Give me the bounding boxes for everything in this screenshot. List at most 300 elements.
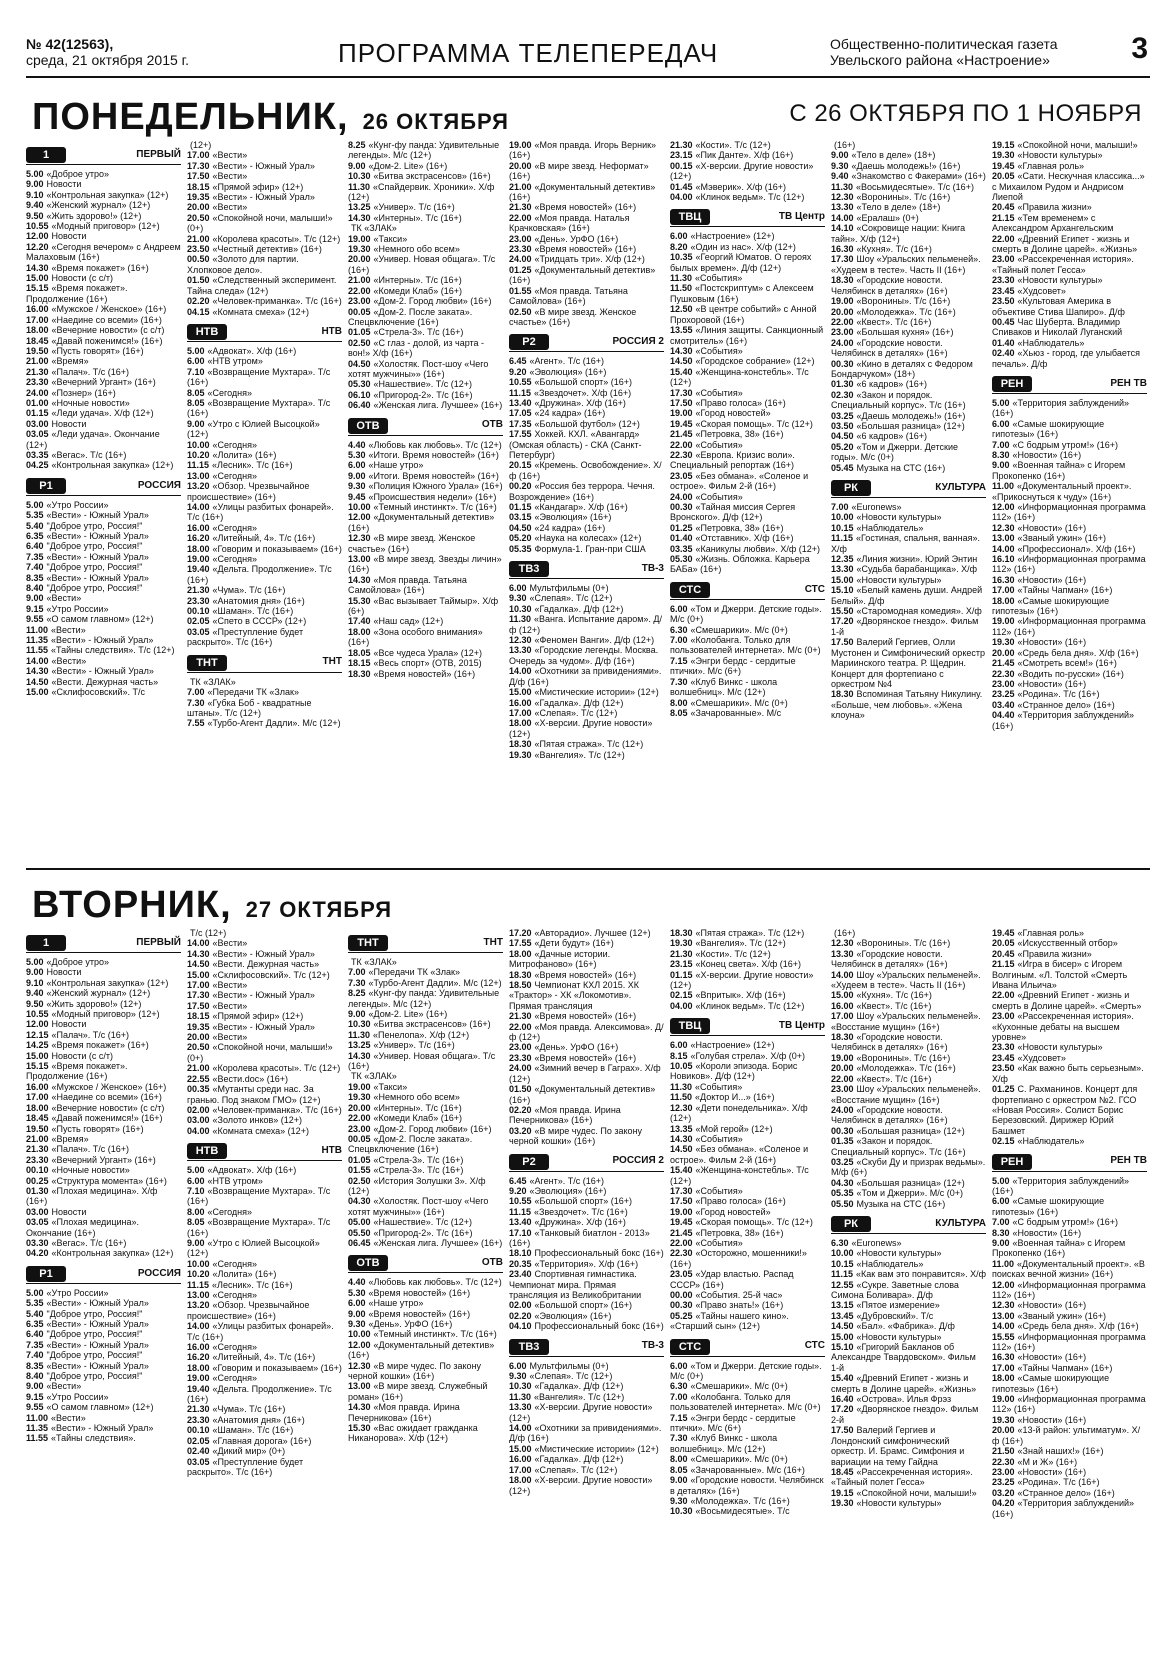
program-time: 10.00 [831, 512, 854, 523]
program-title: «Вести» [51, 1412, 86, 1423]
program-title: «Культовая Америка в объективе Стива Шапиро». Д/ф [992, 296, 1125, 317]
channel-header [509, 333, 664, 352]
program-item [670, 356, 825, 366]
program-time: 12.00 [992, 1279, 1015, 1290]
program-time: 03.00 [26, 1206, 49, 1217]
program-title: «Передачи ТК «Злак» [368, 967, 460, 978]
program-title: «Мужское / Женское» (16+) [51, 304, 167, 315]
program-item [831, 512, 986, 522]
program-time: 14.00 [187, 502, 210, 512]
program-time: 01.55 [348, 1165, 371, 1176]
program-time: 22.30 [992, 1456, 1015, 1467]
program-time: 11.35 [26, 635, 49, 646]
program-item [831, 585, 986, 606]
channel-header [187, 1142, 342, 1161]
program-title: «Возвращение Мухтара». Т/с (16+) [187, 366, 331, 388]
program-title: «Вести» - Южный Урал» [46, 551, 149, 562]
program-item [670, 1300, 825, 1310]
program-item [992, 637, 1147, 647]
program-item [509, 604, 664, 614]
program-item [670, 1361, 825, 1382]
program-title: «Ералаш» (0+) [856, 212, 919, 223]
program-title: «История Золушки 3». Х/ф (12+) [348, 1175, 486, 1196]
program-time: 14.30 [348, 212, 371, 223]
program-item [187, 1290, 342, 1300]
program-title: «24 кадра» (16+) [534, 522, 606, 533]
program-time: 12.00 [348, 512, 371, 523]
program-time: 9.20 [509, 1185, 527, 1196]
program-title: «Военная тайна» с Игорем Прокопенко (16+) [992, 460, 1126, 481]
program-title: «Закон и порядок. Специальный корпус». Т/с (16+) [831, 389, 966, 411]
program-title: «Сокровище нации: Книга тайн». Х/ф (12+) [831, 223, 966, 244]
program-title: «Военная тайна» с Игорем Прокопенко (16+) [992, 1237, 1126, 1259]
program-item [348, 1165, 503, 1175]
program-item [187, 150, 342, 160]
program-time: 12.55 [831, 1279, 854, 1290]
channel-header [670, 581, 825, 600]
program-item [509, 388, 664, 398]
program-time: 8.35 [26, 1360, 44, 1371]
program-item [348, 1040, 503, 1050]
program-title: «Пик Данте». Х/ф (16+) [695, 150, 794, 161]
channel-logo-icon: ТВ3 [509, 1339, 549, 1355]
program-item [509, 234, 664, 244]
program-item [670, 471, 825, 492]
program-item [831, 1321, 986, 1331]
program-time: 22.00 [831, 316, 854, 327]
program-time: 20.00 [992, 647, 1015, 658]
program-item [509, 1402, 664, 1423]
program-title: «Том и Джерри. Детские годы». М/с (0+) [670, 603, 822, 625]
program-item [992, 450, 1147, 460]
program-item [348, 338, 503, 359]
program-item [348, 492, 503, 502]
program-time: 12.30 [831, 192, 854, 203]
program-time: 13.30 [831, 202, 854, 213]
program-title: «Территория». Х/ф (16+) [534, 1258, 639, 1269]
program-item [992, 700, 1147, 710]
program-time: 19.45 [670, 418, 693, 429]
program-time: 21.00 [26, 1133, 49, 1144]
program-item [831, 1300, 986, 1310]
program-item [831, 182, 986, 192]
program-item [509, 739, 664, 749]
program-item [26, 1124, 181, 1134]
program-item [187, 471, 342, 481]
program-time: 13.20 [187, 1300, 210, 1311]
program-time: 19.45 [992, 160, 1015, 171]
program-title: «Сегодня» [212, 439, 258, 450]
program-item [26, 531, 181, 541]
program-time: 14.30 [348, 1050, 371, 1061]
program-title: «Тем временем» с Александром Архангельским [992, 212, 1114, 234]
schedule-grid-tuesday [26, 928, 1150, 1648]
program-time: 02.00 [509, 1300, 532, 1311]
program-item [509, 1269, 664, 1300]
program-time: 19.00 [992, 616, 1015, 627]
program-item [831, 928, 986, 938]
program-title: «Тайны нашего кино». «Старший сын» (12+) [670, 1310, 789, 1332]
program-title: «Мужское / Женское» (16+) [51, 1081, 167, 1092]
schedule-column [509, 928, 664, 1648]
program-title: «Итоги. Время новостей» (16+) [368, 470, 499, 481]
program-item [187, 1436, 342, 1446]
program-time: 19.30 [992, 150, 1015, 161]
program-title: «Утро России» [46, 1391, 109, 1402]
program-title: «Моя правда. Алексимова». Д/ф (12+) [509, 1021, 664, 1043]
program-time: 04.00 [670, 1000, 693, 1011]
program-item [348, 1051, 503, 1072]
program-item [187, 1063, 342, 1073]
program-time: 00.50 [187, 254, 210, 265]
program-time: 14.00 [187, 1321, 210, 1332]
program-time: 11.00 [26, 624, 49, 635]
program-title: «Агент». Т/с (16+) [529, 356, 604, 367]
program-item [831, 390, 986, 411]
program-title: «Сегодня» [212, 522, 258, 533]
program-time: 13.00 [992, 1310, 1015, 1321]
program-item [831, 990, 986, 1000]
program-title: "Доброе утро, Россия!" [46, 562, 143, 573]
program-time: 15.50 [831, 606, 854, 617]
program-item [670, 429, 825, 439]
program-item [992, 938, 1147, 948]
program-item [26, 677, 181, 687]
program-item [831, 1001, 986, 1011]
program-title: «В центре событий» с Анной Прохоровой (16+) [670, 304, 817, 325]
program-title: «Моя правда. Ирина Печерникова» (16+) [509, 1104, 621, 1126]
program-item [187, 419, 342, 440]
program-item [509, 593, 664, 603]
program-time: 16.40 [831, 1394, 854, 1405]
program-item [670, 1413, 825, 1434]
program-time: 12.50 [670, 304, 693, 315]
program-title: «Энгри бердс - сердитые птички». М/с (6+) [670, 655, 796, 677]
program-item [26, 573, 181, 583]
program-item [26, 1319, 181, 1329]
program-time: 24.00 [26, 387, 49, 398]
program-title: «Новости культуры» [856, 574, 942, 585]
program-item [348, 223, 503, 233]
program-time: 10.55 [26, 221, 49, 232]
program-title: «Дельта. Продолжение». Т/с (16+) [187, 1383, 332, 1405]
program-time: 7.30 [187, 697, 205, 708]
channel-name: СТС [804, 583, 825, 595]
program-title: «Моя правда. Игорь Верник» (16+) [509, 140, 657, 161]
program-title: «Наблюдатель» [1017, 337, 1085, 348]
program-item [348, 575, 503, 596]
program-time: 05.50 [348, 1227, 371, 1238]
program-title: «События» [695, 1081, 743, 1092]
program-time: 17.20 [509, 928, 532, 938]
program-title: «Вас вызывает Таймыр». Х/ф (6+) [348, 595, 499, 617]
program-title: «Плохая медицина». Окончание (16+) [26, 1217, 139, 1238]
program-time: 12.30 [670, 1102, 693, 1113]
program-item [992, 440, 1147, 450]
program-time: 17.00 [992, 585, 1015, 596]
program-item [26, 1361, 181, 1371]
program-time: 23.00 [348, 1123, 371, 1134]
program-time: 13.35 [670, 1123, 693, 1134]
program-item [348, 669, 503, 679]
program-time: 06.40 [348, 400, 371, 411]
program-time: 10.30 [670, 1506, 693, 1517]
channel-header [26, 1265, 181, 1284]
channel-header [187, 654, 342, 673]
program-item [831, 1084, 986, 1105]
program-item [992, 1311, 1147, 1321]
program-item [187, 481, 342, 502]
program-time: 21.30 [187, 585, 210, 596]
program-time: 11.15 [509, 387, 532, 398]
program-time: 22.00 [348, 1113, 371, 1124]
program-time: 02.40 [187, 1446, 210, 1457]
channel-logo-icon: НТВ [187, 1143, 227, 1159]
program-title: «Адвокат». Х/ф (16+) [207, 345, 297, 356]
program-title: «Такси» [373, 233, 408, 244]
program-time: 19.00 [831, 1052, 854, 1063]
program-time: 23.05 [670, 470, 693, 481]
program-title: «Вести» - Южный Урал» [51, 635, 154, 646]
program-time: 10.30 [348, 1019, 371, 1030]
program-item [670, 677, 825, 698]
program-time: 01.15 [670, 969, 693, 980]
program-title: «Женская лига. Лучшее» (16+) [373, 400, 503, 411]
program-time: 5.00 [26, 957, 44, 967]
program-title: "Доброе утро, Россия!" [46, 541, 143, 552]
program-title: «Наедине со всеми» (16+) [51, 314, 162, 325]
program-item [992, 669, 1147, 679]
program-title: «Немного обо всем» [373, 1092, 460, 1103]
program-item [348, 390, 503, 400]
program-title: «Самые шокирующие гипотезы» (16+) [992, 1196, 1105, 1217]
program-title: «Скорая помощь». Т/с (12+) [695, 418, 813, 429]
program-title: «Клуб Винкс - школа волшебниц». М/с (12+) [670, 1433, 778, 1454]
program-item [670, 544, 825, 554]
program-item [348, 400, 503, 410]
program-title: «Ночные новости» [51, 397, 130, 408]
program-item [26, 283, 181, 304]
program-time: 21.30 [26, 1144, 49, 1155]
program-title: «Территория заблуждений» (16+) [992, 710, 1135, 731]
program-item [348, 1196, 503, 1217]
program-title: «Дом-2. Город любви» (16+) [373, 1123, 492, 1134]
program-item [348, 1103, 503, 1113]
program-title: «Вести.doc» (16+) [212, 1073, 288, 1084]
program-item [26, 1134, 181, 1144]
program-title: «Дом-2. После заката». Спецвключение (16+) [348, 1133, 473, 1155]
program-item [348, 1423, 503, 1444]
program-title: «Утро России» [46, 603, 109, 614]
channel-name: ТНТ [483, 936, 503, 948]
program-title: «Звездочет». Х/ф (16+) [534, 387, 632, 398]
program-title: «Наше утро» [368, 460, 424, 471]
program-title: «Комната смеха» (12+) [212, 1125, 309, 1136]
program-time: 01.35 [831, 1136, 854, 1147]
program-time: 13.30 [831, 564, 854, 575]
program-title: Шоу «Уральских пельменей». «Восстание мущин» (16+) [831, 1084, 981, 1105]
program-item [992, 575, 1147, 585]
program-time: 8.15 [670, 1050, 688, 1061]
program-item [187, 949, 342, 959]
program-title: «Губка Боб - квадратные штаны». Т/с (12+) [187, 697, 312, 718]
program-item [992, 1011, 1147, 1042]
program-title: (12+) [190, 140, 212, 150]
program-title: «Территория заблуждений» (16+) [992, 1498, 1135, 1519]
program-title: «Том и Джерри. Детские годы». М/с (0+) [670, 1360, 822, 1382]
program-time: 12.15 [26, 1029, 49, 1040]
program-time: 02.05 [187, 1435, 210, 1446]
program-time: 23.25 [992, 689, 1015, 700]
channel-name: ОТВ [481, 419, 503, 431]
program-item [509, 1311, 664, 1321]
program-title: Чемпионат КХЛ 2015. ХК «Трактор» - ХК «Локомотив». Прямая трансляция [509, 980, 639, 1011]
program-time: 5.00 [187, 345, 205, 356]
program-time: 7.15 [670, 1412, 688, 1423]
program-item [26, 1019, 181, 1029]
program-time: 6.00 [670, 603, 688, 614]
program-title: «Утро России» [46, 1287, 109, 1298]
program-time: 21.15 [992, 959, 1015, 970]
program-time: 03.20 [509, 1125, 532, 1136]
program-item [992, 1176, 1147, 1197]
program-time: 14.50 [187, 959, 210, 970]
page-number: 3 [1131, 32, 1148, 65]
program-title: «Склифосовский». Т/с [51, 687, 146, 698]
program-title: Новости [51, 231, 87, 242]
program-title: «Петровка, 38» (16+) [695, 1227, 784, 1238]
program-time: 14.50 [670, 356, 693, 367]
program-item [670, 304, 825, 325]
program-title: «Энгри бердс - сердитые птички». М/с (6+) [670, 1412, 796, 1434]
program-time: 24.00 [670, 491, 693, 502]
channel-header [992, 375, 1147, 394]
program-item [831, 192, 986, 202]
program-time: 10.00 [187, 439, 210, 450]
program-item [26, 1165, 181, 1175]
program-time: 17.30 [670, 387, 693, 398]
program-title: «Званый ужин» (16+) [1017, 533, 1107, 544]
program-item [509, 1259, 664, 1269]
program-item [831, 1063, 986, 1073]
program-item [509, 481, 664, 502]
program-item [348, 244, 503, 254]
program-title: «Информационная программа 112» (16+) [992, 1279, 1146, 1300]
program-item [509, 1392, 664, 1402]
program-title: «Новости культуры» [856, 512, 942, 523]
program-item [831, 1404, 986, 1425]
schedule-column [670, 140, 825, 860]
program-item [348, 140, 503, 161]
program-item [26, 1144, 181, 1154]
program-item [509, 182, 664, 203]
program-time: 7.30 [348, 977, 366, 988]
channel-logo-icon: РК [831, 1216, 871, 1232]
program-time: 8.25 [348, 988, 366, 999]
program-time: 20.00 [348, 254, 371, 265]
channel-logo-icon: Р1 [26, 1266, 66, 1282]
program-time: 6.30 [670, 1381, 688, 1392]
program-time: 23.30 [26, 377, 49, 388]
program-title: «Ванга. Испытание даром». Д/ф (12+) [509, 614, 663, 635]
program-title: «Кунг-фу панда: Удивительные легенды». М/с (12+) [348, 140, 500, 161]
program-item [670, 970, 825, 991]
program-time: 01.25 [992, 1084, 1015, 1095]
program-title: «Восьмидесятые». Т/с (16+) [856, 181, 974, 192]
program-title: «Euronews» [851, 1237, 902, 1248]
program-time: 5.00 [992, 397, 1010, 408]
program-time: 23.15 [670, 959, 693, 970]
program-item [831, 575, 986, 585]
program-item [348, 307, 503, 328]
program-item [348, 554, 503, 575]
program-time: 23.05 [670, 1269, 693, 1280]
program-title: «В мире звезд. Служебный роман» (16+) [348, 1381, 488, 1402]
program-title: Валерий Гергиев и Лондонский симфонический оркестр. И. Брамс. Симфония и вариации на тему Гайдна [831, 1425, 965, 1467]
program-item [26, 315, 181, 325]
program-item [348, 967, 503, 977]
program-time: 19.00 [509, 140, 532, 150]
program-title: «Стрела-3». Т/с (16+) [373, 327, 464, 338]
program-time: 20.00 [831, 1063, 854, 1074]
program-time: 19.35 [187, 1021, 210, 1032]
program-time: 18.00 [509, 718, 532, 729]
program-time: 13.20 [187, 481, 210, 492]
program-time: 02.15 [670, 990, 693, 1001]
program-time: 14.00 [187, 938, 210, 949]
program-item [831, 431, 986, 441]
program-item [348, 512, 503, 533]
program-time: 7.00 [348, 967, 366, 978]
program-item [670, 192, 825, 202]
program-item [509, 1063, 664, 1084]
program-item [670, 502, 825, 523]
program-title: «Квест». Т/с (16+) [856, 316, 932, 327]
program-item [348, 182, 503, 203]
program-time: 02.05 [187, 616, 210, 627]
program-title: «НТВ утром» [207, 356, 263, 367]
program-time: 24.00 [831, 1104, 854, 1115]
program-item [509, 1454, 664, 1464]
program-item [670, 140, 825, 150]
program-title: «Информационная программа 112» (16+) [992, 616, 1146, 637]
program-item [992, 1196, 1147, 1217]
program-time: 10.20 [187, 1269, 210, 1280]
program-title: «Каникулы любви». Х/ф (12+) [695, 543, 820, 554]
day-date: 26 ОКТЯБРЯ [362, 109, 509, 134]
program-title: «Искусственный отбор» [1017, 938, 1118, 949]
program-title: «Право голоса» (16+) [695, 1196, 786, 1207]
program-item [670, 554, 825, 575]
program-time: 22.30 [670, 449, 693, 460]
schedule-column [992, 928, 1147, 1648]
program-time: 03.00 [26, 418, 49, 429]
program-time: 19.00 [992, 1394, 1015, 1405]
program-item [670, 1392, 825, 1413]
program-title: «Голубая стрела». Х/ф (0+) [690, 1050, 806, 1061]
program-title: «Игра в бисер» с Игорем Волгиным. «Л. Толстой «Смерть Ивана Ильича» [992, 959, 1128, 991]
program-item [187, 1217, 342, 1238]
program-title: (16+) [834, 140, 856, 150]
program-item [670, 1092, 825, 1102]
program-item [670, 346, 825, 356]
issue-number: № 42(12563), [26, 36, 114, 52]
program-item [26, 541, 181, 551]
program-item [670, 635, 825, 656]
program-item [26, 1298, 181, 1308]
program-title: «Документальный детектив» (16+) [348, 512, 495, 533]
program-item [509, 213, 664, 234]
